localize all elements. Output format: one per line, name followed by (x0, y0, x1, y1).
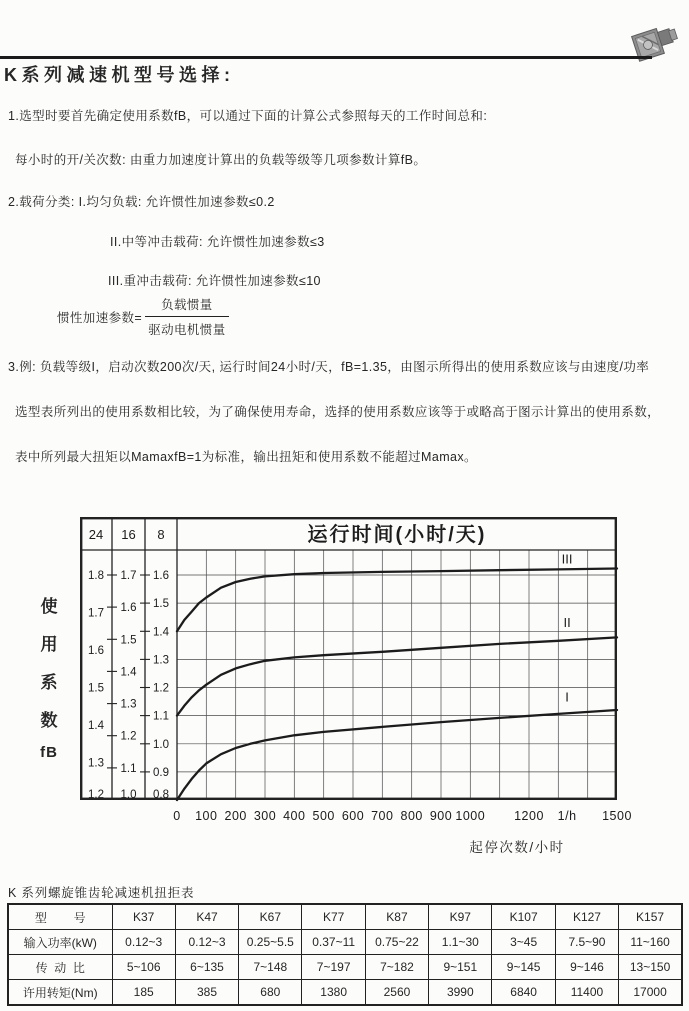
y-label-char: 数 (40, 711, 58, 730)
svg-text:800: 800 (400, 809, 423, 823)
svg-text:1.5: 1.5 (153, 598, 169, 611)
svg-text:1.6: 1.6 (153, 570, 169, 582)
table-cell: 3990 (429, 980, 492, 1006)
svg-text:1.7: 1.7 (88, 607, 104, 620)
table-cell: K47 (175, 904, 238, 930)
svg-text:1.2: 1.2 (120, 730, 137, 743)
row-header-cell: 型 号 (8, 904, 112, 930)
inertia-formula (57, 295, 229, 338)
table-cell: 3~45 (492, 930, 555, 955)
table-cell: 1.1~30 (429, 930, 492, 955)
formula-fraction (145, 295, 229, 338)
y-label-char: 用 (40, 635, 58, 654)
table-cell: 6~135 (175, 955, 238, 980)
table-cell: K87 (365, 904, 428, 930)
svg-text:400: 400 (283, 809, 306, 823)
svg-text:1.5: 1.5 (120, 634, 137, 647)
svg-text:1.3: 1.3 (153, 654, 169, 667)
svg-text:II: II (563, 614, 571, 630)
svg-text:1.4: 1.4 (153, 626, 169, 639)
svg-text:1.0: 1.0 (153, 738, 169, 751)
svg-text:1.1: 1.1 (120, 762, 137, 775)
table-cell: K107 (492, 904, 555, 930)
table-cell: 0.75~22 (365, 930, 428, 955)
paragraph-selection-step1: 1.选型时要首先确定使用系数fB，可以通过下面的计算公式参照每天的工作时间总和: (8, 109, 488, 123)
y-label-char: 系 (40, 673, 58, 692)
table-cell: 5~106 (112, 955, 175, 980)
paragraph-example-1: 3.例: 负载等级I，启动次数200次/天, 运行时间24小时/天，fB=1.35，由图示所得出的使用系数应该与由速度/功率 (8, 360, 650, 374)
gearbox-photo-graphic (625, 14, 683, 72)
svg-text:1.0: 1.0 (120, 789, 137, 801)
torque-table-title: K 系列螺旋锥齿轮减速机扭拒表 (8, 886, 195, 900)
svg-text:16: 16 (121, 527, 136, 542)
svg-text:1.3: 1.3 (88, 757, 104, 770)
svg-text:0.8: 0.8 (153, 789, 169, 801)
svg-text:1/h: 1/h (557, 809, 577, 823)
svg-text:1.1: 1.1 (153, 710, 169, 723)
y-label-char: 使 (40, 597, 58, 616)
svg-text:1.5: 1.5 (88, 682, 104, 695)
table-cell: 11400 (555, 980, 618, 1006)
table-cell: 9~151 (429, 955, 492, 980)
table-cell: 385 (175, 980, 238, 1006)
table-cell: 13~150 (619, 955, 682, 980)
formula-lhs: 惯性加速参数= (57, 310, 143, 325)
table-row (8, 904, 682, 930)
svg-text:1.4: 1.4 (88, 720, 104, 732)
svg-text:0: 0 (173, 809, 181, 823)
svg-text:I: I (565, 689, 569, 705)
table-row (8, 980, 682, 1006)
table-cell: 9~146 (555, 955, 618, 980)
table-cell: 2560 (365, 980, 428, 1006)
svg-text:8: 8 (157, 527, 165, 542)
paragraph-example-3: 表中所列最大扭矩以MamaxfB=1为标准，输出扭矩和使用系数不能超过Mamax。 (15, 450, 477, 464)
table-cell: 9~145 (492, 955, 555, 980)
table-cell: 11~160 (619, 930, 682, 955)
chart-y-axis-label (36, 592, 62, 761)
paragraph-load-class-3: III.重冲击载荷: 允许惯性加速参数≤10 (108, 274, 321, 288)
paragraph-example-2: 选型表所列出的使用系数相比较，为了确保使用寿命，选择的使用系数应该等于或略高于图示计算出的使用系数， (15, 405, 661, 419)
table-cell: K157 (619, 904, 682, 930)
page-title: K系列减速机型号选择: (4, 65, 235, 85)
table-cell: 0.25~5.5 (239, 930, 302, 955)
svg-text:200: 200 (224, 809, 247, 823)
svg-text:1.8: 1.8 (88, 570, 104, 582)
table-cell: 0.12~3 (112, 930, 175, 955)
svg-text:III: III (561, 551, 573, 567)
formula-numerator: 负载惯量 (145, 295, 229, 317)
svg-text:运行时间(小时/天): 运行时间(小时/天) (307, 524, 487, 546)
svg-text:900: 900 (429, 809, 453, 823)
svg-text:700: 700 (371, 809, 394, 823)
table-cell: K77 (302, 904, 365, 930)
table-cell: 1380 (302, 980, 365, 1006)
operating-time-chart (80, 517, 632, 837)
svg-text:1.2: 1.2 (88, 789, 104, 801)
paragraph-load-class-1: 2.载荷分类: I.均匀负载: 允许惯性加速参数≤0.2 (8, 195, 275, 209)
table-cell: K67 (239, 904, 302, 930)
svg-text:1200: 1200 (514, 809, 544, 823)
paragraph-load-class-2: II.中等冲击载荷: 允许惯性加速参数≤3 (110, 235, 325, 249)
svg-text:1.4: 1.4 (120, 666, 137, 679)
row-header-cell: 输入功率(kW) (8, 930, 112, 955)
table-cell: 6840 (492, 980, 555, 1006)
chart-x-axis-caption: 起停次数/小时 (469, 840, 565, 855)
header-divider (0, 56, 652, 59)
svg-text:1000: 1000 (455, 809, 486, 823)
svg-text:0.9: 0.9 (153, 766, 169, 779)
table-cell: 0.12~3 (175, 930, 238, 955)
svg-text:300: 300 (253, 809, 277, 823)
svg-text:1.6: 1.6 (120, 602, 137, 615)
row-header-cell: 许用转矩(Nm) (8, 980, 112, 1006)
row-header-cell: 传 动 比 (8, 955, 112, 980)
svg-text:24: 24 (88, 527, 104, 542)
svg-text:1.3: 1.3 (120, 698, 137, 711)
table-row (8, 955, 682, 980)
svg-text:600: 600 (341, 809, 365, 823)
svg-text:1500: 1500 (602, 809, 632, 823)
table-cell: K97 (429, 904, 492, 930)
table-cell: 185 (112, 980, 175, 1006)
table-cell: 7~148 (239, 955, 302, 980)
paragraph-selection-step1b: 每小时的开/关次数: 由重力加速度计算出的负载等级等几项参数计算fB。 (15, 153, 427, 167)
torque-table (7, 903, 683, 1006)
svg-text:1.2: 1.2 (153, 682, 169, 695)
table-cell: 17000 (619, 980, 682, 1006)
y-label-fb: fB (40, 744, 58, 761)
table-cell: K127 (555, 904, 618, 930)
svg-text:1.6: 1.6 (88, 645, 104, 657)
svg-text:500: 500 (312, 809, 335, 823)
table-row (8, 930, 682, 955)
table-cell: 7~197 (302, 955, 365, 980)
formula-denominator: 驱动电机惯量 (148, 323, 226, 337)
table-cell: 0.37~11 (302, 930, 365, 955)
svg-text:100: 100 (195, 809, 218, 823)
table-cell: 680 (239, 980, 302, 1006)
table-cell: 7.5~90 (555, 930, 618, 955)
table-cell: 7~182 (365, 955, 428, 980)
table-cell: K37 (112, 904, 175, 930)
gearbox-photo (625, 14, 683, 72)
svg-text:1.7: 1.7 (120, 570, 137, 582)
